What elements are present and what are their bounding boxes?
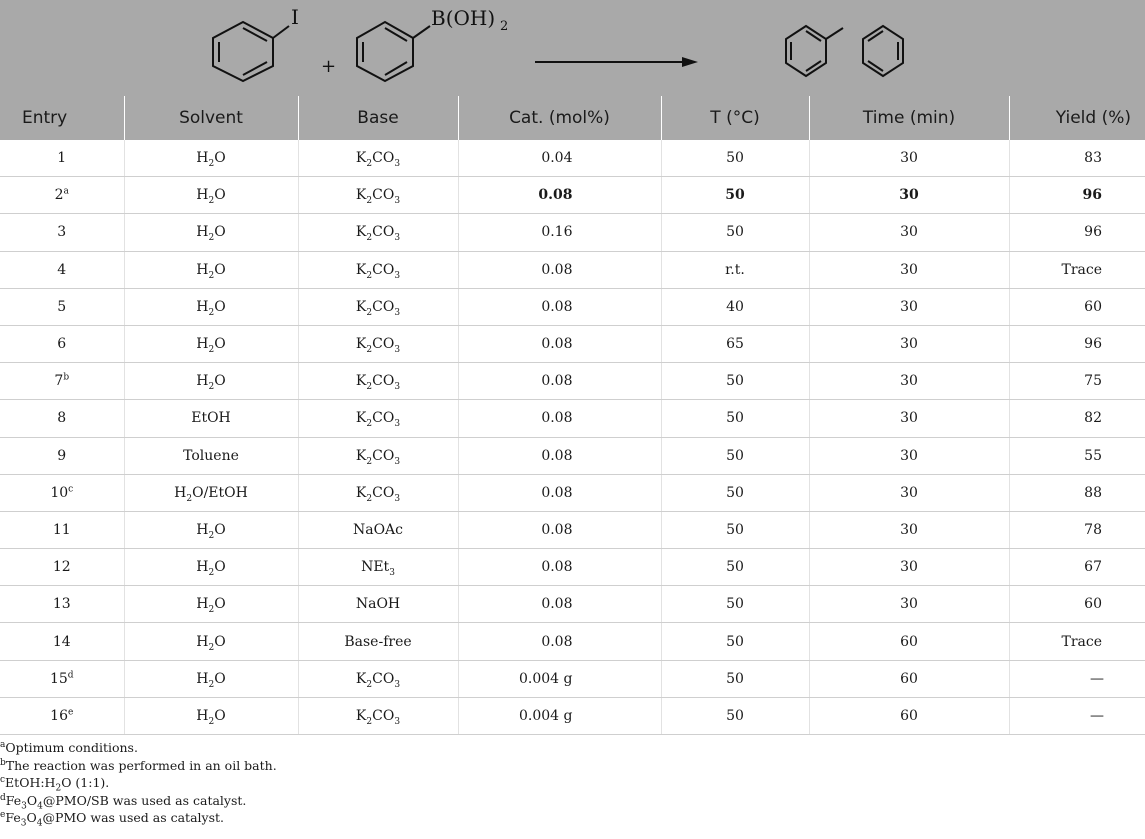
cell-catalyst: 0.08: [458, 288, 661, 325]
cell-time: 60: [809, 623, 1009, 660]
cell-entry: 4: [0, 251, 124, 288]
header-temperature: T (°C): [661, 96, 809, 140]
cell-base: NaOAc: [298, 511, 458, 548]
cell-entry: 10$^c$: [0, 474, 124, 511]
footnote-text: $Fe_3O_4@PMO$ was used as catalyst.: [5, 810, 224, 829]
table-header-row: [0, 96, 1145, 140]
footnote: [0, 739, 277, 757]
cell-yield: 82: [1009, 400, 1145, 437]
cell-solvent: $H_2O$: [124, 697, 298, 734]
cell-temperature: 50: [661, 214, 809, 251]
cell-temperature: 50: [661, 623, 809, 660]
footnote-marker: e: [68, 707, 74, 718]
boronic-double-bond: [385, 62, 407, 75]
cell-time: 30: [809, 140, 1009, 177]
cell-time: 60: [809, 660, 1009, 697]
cell-temperature: 50: [661, 400, 809, 437]
cell-time: 30: [809, 549, 1009, 586]
cell-solvent: $H_2O$: [124, 660, 298, 697]
cell-catalyst: 0.08: [458, 251, 661, 288]
table-row: [0, 549, 1145, 586]
iodine-label: I: [291, 5, 299, 29]
cell-base: $K_2CO_3$: [298, 251, 458, 288]
cell-entry: 6: [0, 325, 124, 362]
cell-time: 30: [809, 400, 1009, 437]
boronic-double-bond: [385, 28, 407, 41]
cell-catalyst: 0.08: [458, 586, 661, 623]
cell-entry: 8: [0, 400, 124, 437]
cell-base: NEt$_3$: [298, 549, 458, 586]
cell-yield: Trace: [1009, 251, 1145, 288]
header-solvent: Solvent: [124, 96, 298, 140]
footnote-text: $Fe_3O_4@PMO/SB$ was used as catalyst.: [5, 792, 247, 812]
table-row: [0, 363, 1145, 400]
table-row: [0, 474, 1145, 511]
cell-solvent: $H_2O$: [124, 511, 298, 548]
cell-entry: 11: [0, 511, 124, 548]
iodobenzene-double-bond: [243, 28, 267, 41]
cell-yield: 96: [1009, 177, 1145, 214]
table-row: [0, 140, 1145, 177]
cell-temperature: 50: [661, 177, 809, 214]
cell-base: $K_2CO_3$: [298, 214, 458, 251]
cell-catalyst: 0.16: [458, 214, 661, 251]
footnote-marker: a: [63, 186, 69, 197]
cell-yield: 60: [1009, 586, 1145, 623]
cell-solvent: $H_2O$: [124, 177, 298, 214]
cell-time: 30: [809, 325, 1009, 362]
cell-base: NaOH: [298, 586, 458, 623]
cell-base: $K_2CO_3$: [298, 660, 458, 697]
cell-time: 30: [809, 586, 1009, 623]
cell-solvent: Toluene: [124, 437, 298, 474]
table-row: [0, 214, 1145, 251]
cell-yield: 78: [1009, 511, 1145, 548]
footnote: [0, 774, 277, 792]
table-row: [0, 623, 1145, 660]
iodobenzene-ring: [213, 22, 273, 81]
cell-base: $K_2CO_3$: [298, 325, 458, 362]
cell-time: 30: [809, 437, 1009, 474]
cell-solvent: $H_2O$: [124, 214, 298, 251]
cell-yield: 83: [1009, 140, 1145, 177]
cell-temperature: 50: [661, 511, 809, 548]
cell-time: 30: [809, 363, 1009, 400]
cell-yield: 96: [1009, 214, 1145, 251]
cell-base: $K_2CO_3$: [298, 363, 458, 400]
cell-entry: 13: [0, 586, 124, 623]
cell-temperature: 40: [661, 288, 809, 325]
header-yield: Yield (%): [1009, 96, 1145, 140]
footnote: [0, 792, 277, 810]
cell-entry: 15$^d$: [0, 660, 124, 697]
cell-catalyst: 0.08: [458, 325, 661, 362]
cell-base: $K_2CO_3$: [298, 400, 458, 437]
cell-temperature: 50: [661, 363, 809, 400]
cell-temperature: 50: [661, 140, 809, 177]
biphenyl-link-bond: [826, 28, 843, 39]
cell-solvent: $H_2O$: [124, 549, 298, 586]
cell-solvent: EtOH: [124, 400, 298, 437]
cell-temperature: 50: [661, 586, 809, 623]
cell-yield: —: [1009, 660, 1145, 697]
cell-time: 30: [809, 288, 1009, 325]
cell-entry: 12: [0, 549, 124, 586]
cell-catalyst: 0.04: [458, 140, 661, 177]
iodobenzene-double-bond: [243, 62, 267, 75]
cell-time: 60: [809, 697, 1009, 734]
cell-yield: 67: [1009, 549, 1145, 586]
table-row: [0, 288, 1145, 325]
cell-catalyst: 0.08: [458, 474, 661, 511]
table-row: [0, 660, 1145, 697]
header-base: Base: [298, 96, 458, 140]
optimization-table: [0, 96, 1145, 735]
cell-temperature: r.t.: [661, 251, 809, 288]
cell-base: $K_2CO_3$: [298, 437, 458, 474]
footnote-mark: b: [0, 757, 6, 768]
footnote-mark: d: [0, 792, 6, 803]
cell-catalyst: 0.08: [458, 437, 661, 474]
cell-temperature: 65: [661, 325, 809, 362]
cell-yield: Trace: [1009, 623, 1145, 660]
header-catalyst: Cat. (mol%): [458, 96, 661, 140]
cell-entry: 2$^a$: [0, 177, 124, 214]
cell-yield: 96: [1009, 325, 1145, 362]
cell-catalyst: 0.08: [458, 549, 661, 586]
table-row: [0, 400, 1145, 437]
cell-solvent: $H_2O$: [124, 623, 298, 660]
table-body: [0, 140, 1145, 735]
cell-yield: —: [1009, 697, 1145, 734]
cell-entry: 9: [0, 437, 124, 474]
cell-solvent: $H_2O$: [124, 140, 298, 177]
cell-entry: 7$^b$: [0, 363, 124, 400]
footnote-text: The reaction was performed in an oil bath.: [5, 757, 277, 773]
cell-solvent: $H_2O$: [124, 325, 298, 362]
cell-catalyst: 0.08: [458, 623, 661, 660]
plus-sign: +: [321, 56, 337, 77]
footnotes: [0, 739, 277, 827]
table-row: [0, 437, 1145, 474]
biphenyl-double-bond: [868, 31, 883, 41]
table-row: [0, 325, 1145, 362]
biphenyl-double-bond: [868, 61, 883, 71]
cell-temperature: 50: [661, 660, 809, 697]
cell-temperature: 50: [661, 474, 809, 511]
cell-entry: 1: [0, 140, 124, 177]
cell-catalyst: 0.08: [458, 400, 661, 437]
reaction-scheme: [0, 0, 1145, 96]
cell-entry: 5: [0, 288, 124, 325]
footnote: [0, 757, 277, 775]
cell-catalyst: 0.08: [458, 363, 661, 400]
cell-base: $K_2CO_3$: [298, 697, 458, 734]
cell-catalyst: 0.08: [458, 511, 661, 548]
c-b-bond: [413, 26, 430, 38]
table-row: [0, 697, 1145, 734]
footnote-mark: a: [0, 739, 6, 750]
boronic-acid-label: B(OH): [431, 6, 496, 30]
cell-yield: 55: [1009, 437, 1145, 474]
cell-yield: 75: [1009, 363, 1145, 400]
footnote-mark: c: [0, 775, 6, 786]
cell-catalyst: 0.08: [458, 177, 661, 214]
boronic-acid-subscript: 2: [500, 19, 509, 34]
biphenyl-double-bond: [806, 61, 821, 71]
c-i-bond: [273, 26, 289, 38]
footnote-text: Optimum conditions.: [5, 740, 138, 755]
cell-base: $K_2CO_3$: [298, 288, 458, 325]
cell-time: 30: [809, 474, 1009, 511]
table-row: [0, 586, 1145, 623]
cell-entry: 3: [0, 214, 124, 251]
cell-base: $K_2CO_3$: [298, 177, 458, 214]
cell-solvent: $H_2O$: [124, 288, 298, 325]
reaction-scheme-drawing: [0, 0, 1145, 96]
cell-base: Base-free: [298, 623, 458, 660]
footnote-marker: c: [68, 484, 74, 495]
cell-solvent: $H_2O$: [124, 251, 298, 288]
cell-solvent: $H_2O$/EtOH: [124, 474, 298, 511]
cell-base: $K_2CO_3$: [298, 140, 458, 177]
biphenyl-double-bond: [806, 31, 821, 41]
table-row: [0, 511, 1145, 548]
table-row: [0, 177, 1145, 214]
phenylboronic-acid-ring: [357, 22, 413, 81]
cell-catalyst: 0.004 g: [458, 697, 661, 734]
cell-temperature: 50: [661, 549, 809, 586]
cell-entry: 14: [0, 623, 124, 660]
cell-temperature: 50: [661, 437, 809, 474]
footnote-mark: e: [0, 810, 6, 821]
header-time: Time (min): [809, 96, 1009, 140]
footnote-marker: b: [63, 372, 70, 383]
footnote-marker: d: [67, 670, 74, 681]
reaction-arrow-head: [682, 57, 698, 67]
cell-temperature: 50: [661, 697, 809, 734]
cell-solvent: $H_2O$: [124, 363, 298, 400]
cell-time: 30: [809, 251, 1009, 288]
cell-base: $K_2CO_3$: [298, 474, 458, 511]
header-entry: Entry: [0, 96, 124, 140]
cell-time: 30: [809, 214, 1009, 251]
cell-time: 30: [809, 177, 1009, 214]
table-row: [0, 251, 1145, 288]
footnote: [0, 809, 277, 827]
cell-solvent: $H_2O$: [124, 586, 298, 623]
cell-catalyst: 0.004 g: [458, 660, 661, 697]
cell-yield: 60: [1009, 288, 1145, 325]
cell-yield: 88: [1009, 474, 1145, 511]
cell-time: 30: [809, 511, 1009, 548]
cell-entry: 16e: [0, 697, 124, 734]
footnote-text: $EtOH:H_2O$ (1:1).: [5, 775, 110, 794]
